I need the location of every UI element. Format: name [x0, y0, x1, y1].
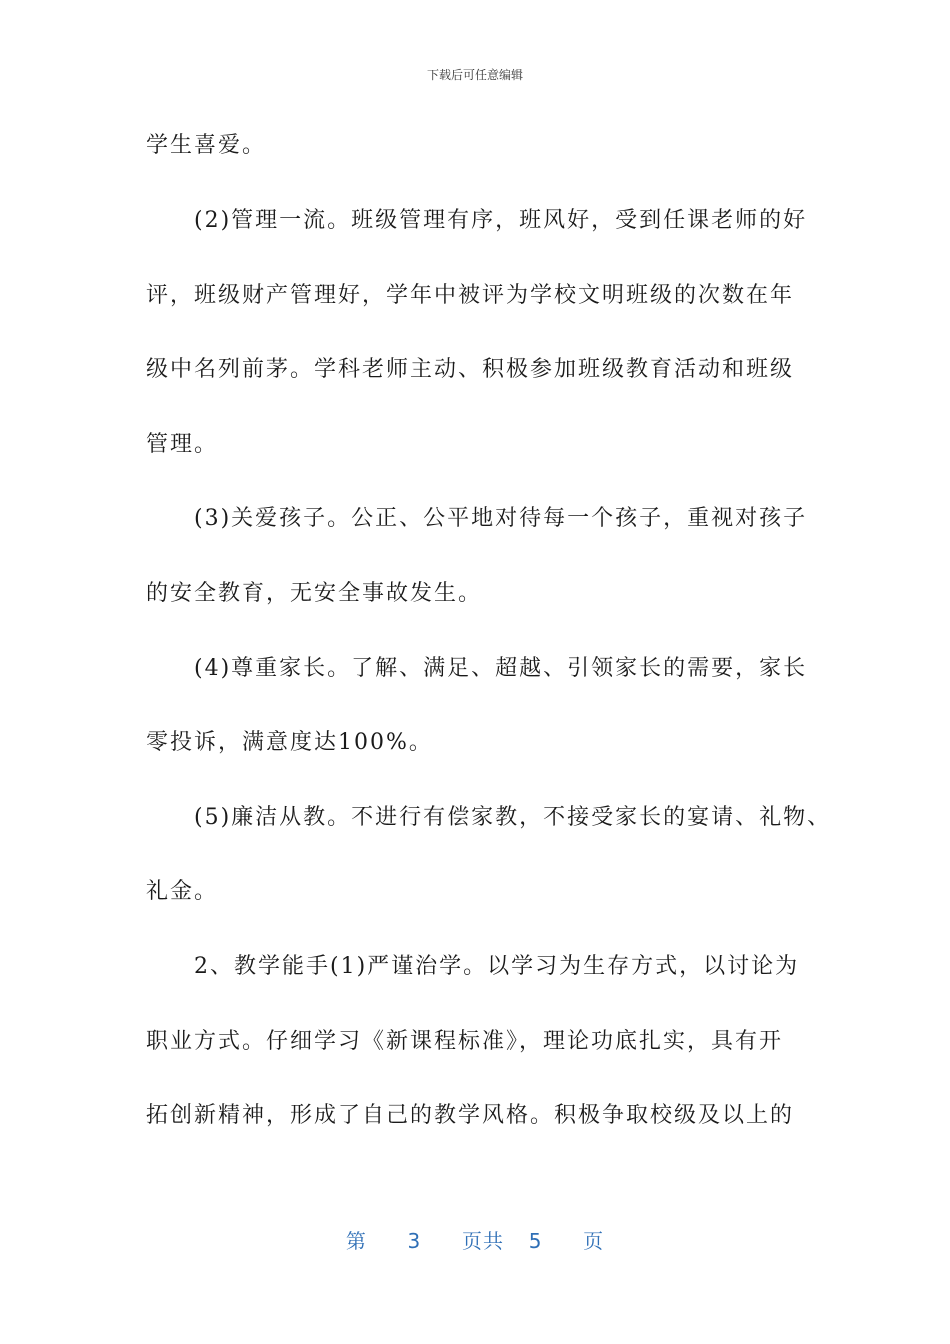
- footer-prefix: 第: [345, 1229, 367, 1253]
- header-note: 下载后可任意编辑: [426, 68, 523, 82]
- text-line: 评，班级财产管理好，学年中被评为学校文明班级的次数在年: [146, 283, 795, 308]
- text-line: 拓创新精神，形成了自己的教学风格。积极争取校级及以上的: [146, 1103, 795, 1128]
- text-line: (5)廉洁从教。不进行有偿家教，不接受家长的宴请、礼物、: [194, 805, 832, 830]
- text-line: (2)管理一流。班级管理有序，班风好，受到任课老师的好: [194, 208, 808, 233]
- text-line: 管理。: [146, 432, 219, 457]
- text-line: 零投诉，满意度达100%。: [146, 730, 433, 755]
- page-footer: [0, 1225, 950, 1254]
- footer-current-page: 3: [407, 1229, 422, 1253]
- text-line: (3)关爱孩子。公正、公平地对待每一个孩子，重视对孩子: [194, 506, 808, 531]
- text-line: 2、教学能手(1)严谨治学。以学习为生存方式，以讨论为: [194, 954, 800, 979]
- text-line: 的安全教育，无安全事故发生。: [146, 581, 483, 606]
- footer-suffix: 页: [583, 1229, 605, 1253]
- footer-total-pages: 5: [528, 1229, 543, 1253]
- text-line: 学生喜爱。: [146, 133, 267, 158]
- text-line: (4)尊重家长。了解、满足、超越、引领家长的需要，家长: [194, 656, 808, 681]
- text-line: 级中名列前茅。学科老师主动、积极参加班级教育活动和班级: [146, 357, 795, 382]
- text-line: 职业方式。仔细学习《新课程标准》，理论功底扎实，具有开: [146, 1029, 784, 1054]
- text-line: 礼金。: [146, 879, 219, 904]
- footer-middle: 页共: [462, 1229, 504, 1253]
